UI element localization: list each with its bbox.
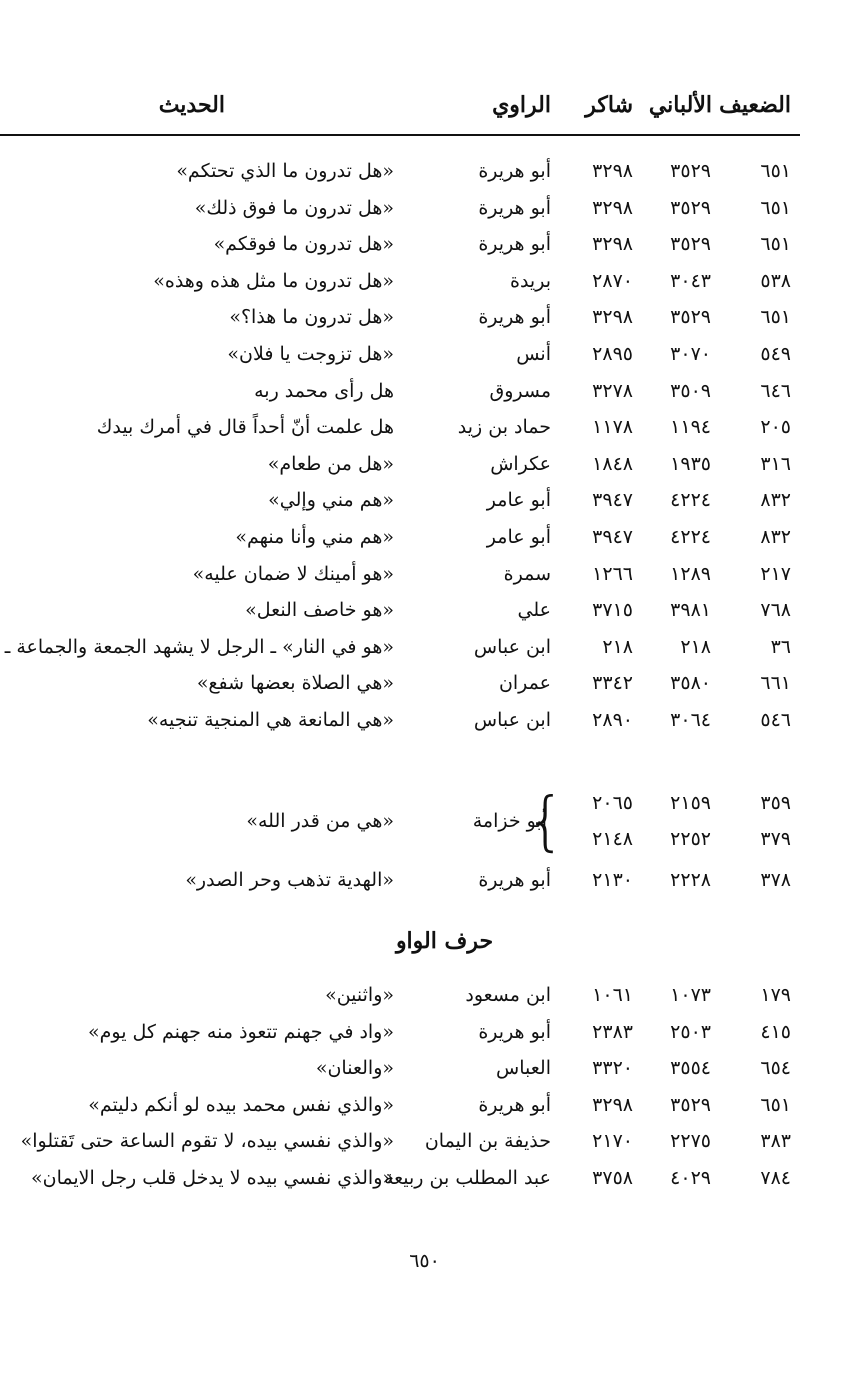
cell-hadith: هل علمت أنّ أحداً قال في أمرك بيدك	[96, 416, 394, 439]
cell-hadith: «هو في النار» ـ الرجل لا يشهد الجمعة والجماعة ـ	[4, 635, 394, 658]
table-row	[0, 556, 849, 592]
cell-daif: ٦٥١	[760, 1093, 791, 1116]
table-row	[0, 1014, 849, 1050]
table-row	[0, 1087, 849, 1123]
cell-daif: ٣٦	[770, 635, 791, 658]
header-albani: الألباني	[648, 92, 712, 118]
cell-hadith: «هل من طعام»	[267, 452, 394, 475]
cell-hadith: «هم مني وأنا منهم»	[235, 526, 394, 548]
table-row	[0, 263, 849, 299]
table-row	[0, 665, 849, 701]
cell-rawi: سمرة	[503, 562, 551, 585]
cell-albani: ٣٥٢٩	[670, 306, 711, 329]
cell-albani: ٢٢٧٥	[670, 1130, 711, 1153]
cell-shakir: ١٨٤٨	[592, 452, 633, 475]
cell-daif: ٧٦٨	[760, 599, 791, 622]
cell-hadith: «هل تدرون ما فوقكم»	[213, 233, 394, 256]
cell-shakir: ٣٢٩٨	[592, 306, 633, 329]
cell-albani: ١٩٣٥	[670, 452, 711, 475]
cell-daif: ٨٣٢	[760, 489, 791, 512]
cell-hadith: «والعنان»	[315, 1057, 394, 1080]
cell-albani: ٣٥٢٩	[670, 160, 711, 182]
cell-rawi: العباس	[496, 1057, 551, 1080]
cell-rawi: أبو خزامة	[472, 810, 547, 832]
cell-daif: ٦٦١	[760, 672, 791, 695]
cell-daif: ٣٧٩	[760, 828, 791, 850]
cell-shakir: ٣٢٩٨	[592, 233, 633, 256]
cell-hadith: «الهدية تذهب وحر الصدر»	[185, 869, 394, 891]
cell-daif: ٣٨٣	[760, 1130, 791, 1153]
cell-shakir: ٢٠٦٥	[592, 792, 633, 814]
cell-daif: ٤١٥	[760, 1020, 791, 1043]
cell-hadith: «والذي نفس محمد بيده لو أنكم دليتم»	[88, 1093, 394, 1116]
table-row	[0, 1050, 849, 1086]
cell-hadith: «هي المانعة هي المنجية تنجيه»	[147, 709, 394, 731]
cell-hadith: هل رأى محمد ربه	[254, 379, 394, 402]
group-text-row	[0, 803, 849, 839]
cell-hadith: «هم مني وإلي»	[268, 489, 394, 512]
cell-rawi: ابن مسعود	[465, 984, 551, 1006]
cell-albani: ٢١٨	[680, 635, 711, 658]
cell-daif: ٦٥١	[760, 196, 791, 219]
brace-icon: {	[525, 785, 566, 859]
cell-shakir: ٣٢٧٨	[592, 379, 633, 402]
cell-daif: ١٧٩	[760, 984, 791, 1006]
table-row	[0, 519, 849, 555]
cell-daif: ٧٨٤	[760, 1167, 791, 1189]
cell-daif: ٢٠٥	[760, 416, 791, 439]
cell-albani: ٤٠٢٩	[670, 1167, 711, 1189]
section-heading	[0, 928, 849, 954]
table-row	[0, 482, 849, 518]
table-row	[0, 409, 849, 445]
cell-rawi: علي	[517, 599, 551, 622]
cell-shakir: ٣٩٤٧	[592, 526, 633, 548]
table-row	[0, 977, 849, 1013]
table-row	[0, 373, 849, 409]
cell-rawi: أبو عامر	[486, 526, 551, 548]
cell-rawi: أبو هريرة	[478, 233, 551, 256]
table-row	[0, 1123, 849, 1159]
cell-hadith: «هو خاصف النعل»	[245, 599, 394, 622]
cell-albani: ٣٠٦٤	[670, 709, 711, 731]
cell-albani: ١٠٧٣	[670, 984, 711, 1006]
cell-shakir: ٣٢٩٨	[592, 1093, 633, 1116]
table-row	[0, 592, 849, 628]
cell-hadith: «واد في جهنم تتعوذ منه جهنم كل يوم»	[88, 1020, 394, 1043]
cell-daif: ٣٥٩	[760, 792, 791, 814]
table-row	[0, 190, 849, 226]
header-rawi: الراوي	[492, 92, 551, 118]
cell-shakir: ٢٣٨٣	[592, 1020, 633, 1043]
cell-rawi: عكراش	[490, 452, 551, 475]
cell-shakir: ٢١٨	[602, 635, 633, 658]
table-row	[0, 1160, 849, 1196]
cell-daif: ٦٥١	[760, 233, 791, 256]
cell-albani: ٤٢٢٤	[670, 526, 711, 548]
cell-albani: ٣٥٥٤	[670, 1057, 711, 1080]
cell-albani: ٢٥٠٣	[670, 1020, 711, 1043]
cell-shakir: ٢١٤٨	[592, 828, 633, 850]
cell-shakir: ٢٨٩٠	[592, 709, 633, 731]
cell-hadith: «والذي نفسي بيده لا يدخل قلب رجل الايمان»	[31, 1167, 394, 1189]
table-row	[0, 702, 849, 738]
cell-hadith: «هل تدرون ما فوق ذلك»	[194, 196, 394, 219]
header-shakir: شاكر	[585, 92, 633, 118]
cell-daif: ٢١٧	[760, 562, 791, 585]
cell-daif: ٨٣٢	[760, 526, 791, 548]
cell-rawi: أبو هريرة	[478, 1020, 551, 1043]
header-daif: الضعيف	[719, 92, 791, 118]
cell-hadith: «هل تدرون ما الذي تحتكم»	[176, 160, 394, 182]
cell-hadith: «واثنين»	[325, 984, 394, 1006]
cell-daif: ٥٣٨	[760, 269, 791, 292]
table-row	[0, 629, 849, 665]
cell-rawi: أبو هريرة	[478, 196, 551, 219]
cell-albani: ٤٢٢٤	[670, 489, 711, 512]
cell-rawi: حماد بن زيد	[457, 416, 551, 439]
cell-albani: ٣٥٢٩	[670, 1093, 711, 1116]
cell-daif: ٣١٦	[760, 452, 791, 475]
cell-albani: ٣٩٨١	[670, 599, 711, 622]
cell-shakir: ١١٧٨	[592, 416, 633, 439]
cell-shakir: ٣٧١٥	[592, 599, 633, 622]
cell-shakir: ٣٣٢٠	[592, 1057, 633, 1080]
cell-shakir: ٣٣٤٢	[592, 672, 633, 695]
header-hadith: الحديث	[158, 92, 225, 118]
cell-albani: ١٢٨٩	[670, 562, 711, 585]
cell-hadith: «هل تدرون ما هذا؟»	[229, 306, 394, 329]
cell-hadith: «هي من قدر الله»	[246, 810, 394, 832]
cell-hadith: «هي الصلاة بعضها شفع»	[196, 672, 394, 695]
cell-shakir: ١٠٦١	[592, 984, 633, 1006]
cell-rawi: ابن عباس	[473, 635, 551, 658]
cell-rawi: حذيفة بن اليمان	[424, 1130, 551, 1153]
cell-rawi: أبو هريرة	[478, 869, 551, 891]
cell-daif: ٦٥١	[760, 160, 791, 182]
cell-hadith: «هو أمينك لا ضمان عليه»	[192, 562, 394, 585]
cell-hadith: «والذي نفسي بيده، لا تقوم الساعة حتى تَقتلوا»	[20, 1130, 394, 1153]
cell-shakir: ٣٢٩٨	[592, 196, 633, 219]
cell-albani: ٣٥٨٠	[670, 672, 711, 695]
cell-daif: ٦٤٦	[760, 379, 791, 402]
cell-rawi: أبو هريرة	[478, 160, 551, 182]
cell-shakir: ٣٧٥٨	[592, 1167, 633, 1189]
table-row	[0, 153, 849, 189]
cell-rawi: مسروق	[489, 379, 551, 402]
cell-albani: ٣٠٧٠	[670, 343, 711, 365]
cell-albani: ٢٢٥٢	[670, 828, 711, 850]
cell-shakir: ٢٨٧٠	[592, 269, 633, 292]
cell-shakir: ٣٢٩٨	[592, 160, 633, 182]
cell-rawi: أنس	[516, 343, 551, 365]
table-row	[0, 336, 849, 372]
cell-daif: ٥٤٦	[760, 709, 791, 731]
cell-rawi: أبو عامر	[486, 489, 551, 512]
cell-albani: ٢١٥٩	[670, 792, 711, 814]
cell-rawi: أبو هريرة	[478, 1093, 551, 1116]
cell-shakir: ٣٩٤٧	[592, 489, 633, 512]
cell-rawi: عبد المطلب بن ربيعة	[383, 1167, 551, 1189]
cell-rawi: بريدة	[510, 269, 551, 292]
table-row	[0, 446, 849, 482]
cell-albani: ٣٠٤٣	[670, 269, 711, 292]
cell-rawi: عمران	[498, 672, 551, 695]
table-row	[0, 226, 849, 262]
cell-albani: ١١٩٤	[670, 416, 711, 439]
cell-hadith: «هل تزوجت يا فلان»	[227, 343, 394, 365]
section-title: حرف الواو	[395, 928, 494, 954]
cell-albani: ٣٥٢٩	[670, 233, 711, 256]
cell-albani: ٣٥٢٩	[670, 196, 711, 219]
table-header	[0, 92, 849, 132]
cell-shakir: ٢١٧٠	[592, 1130, 633, 1153]
cell-daif: ٥٤٩	[760, 343, 791, 365]
cell-daif: ٦٥٤	[760, 1057, 791, 1080]
table-row	[0, 299, 849, 335]
cell-shakir: ٢٨٩٥	[592, 343, 633, 365]
table-row	[0, 862, 849, 898]
cell-albani: ٢٢٢٨	[670, 869, 711, 891]
cell-rawi: أبو هريرة	[478, 306, 551, 329]
header-rule	[0, 134, 800, 136]
cell-hadith: «هل تدرون ما مثل هذه وهذه»	[153, 269, 394, 292]
page-number: ٦٥٠	[409, 1250, 440, 1272]
cell-albani: ٣٥٠٩	[670, 379, 711, 402]
cell-daif: ٦٥١	[760, 306, 791, 329]
cell-daif: ٣٧٨	[760, 869, 791, 891]
cell-rawi: ابن عباس	[473, 709, 551, 731]
cell-shakir: ١٢٦٦	[592, 562, 633, 585]
cell-shakir: ٢١٣٠	[592, 869, 633, 891]
